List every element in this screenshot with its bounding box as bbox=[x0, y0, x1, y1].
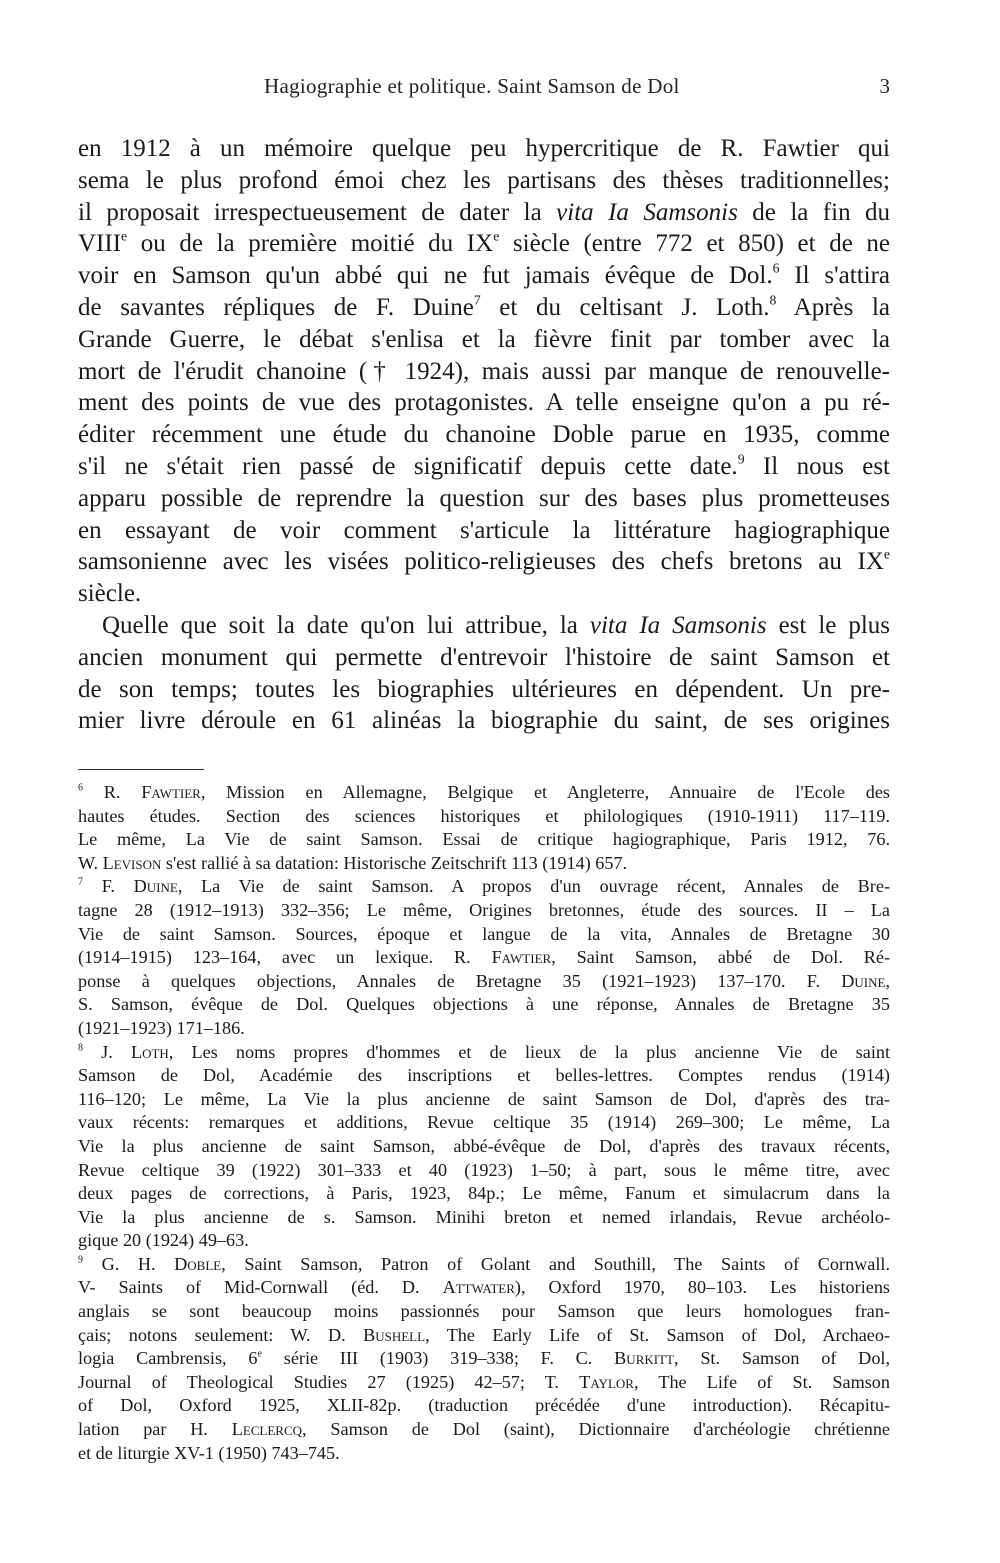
text-line: samsonienne avec les visées politico-religieuses des chefs bretons au IXe bbox=[78, 547, 890, 576]
footnote-line: $^7$ F. Duine, La Vie de saint Samson. A propos d'un ouvrage récent, Annales de Bre- bbox=[78, 876, 890, 897]
footnote-line: W. Levison s'est rallié à sa datation: Historische Zeitschrift 113 (1914) 657. bbox=[78, 852, 628, 873]
text-line: mort de l'érudit chanoine († 1924), mais aussi par manque de renouvelle- bbox=[78, 357, 890, 385]
footnote-line: $^9$ G. H. Doble, Saint Samson, Patron of Golant and Southill, The Saints of Cornwall. bbox=[78, 1253, 891, 1274]
footnote-line: Vie la plus ancienne de s. Samson. Minihi breton et nemed irlandais, Revue archéolo- bbox=[78, 1206, 890, 1227]
text-line: apparu possible de reprendre la question sur des bases plus prometteuses bbox=[78, 484, 890, 512]
footnote-line: lation par H. Leclercq, Samson de Dol (saint), Dictionnaire d'archéologie chrétienne bbox=[78, 1419, 890, 1440]
footnote-line: Revue celtique 39 (1922) 301–333 et 40 (1923) 1–50; à part, sous le même titre, avec bbox=[78, 1159, 890, 1180]
text-line: il proposait irrespectueusement de dater la vita Ia Samsonis de la fin du bbox=[78, 198, 891, 226]
main-text bbox=[78, 133, 890, 737]
text-line: en 1912 à un mémoire quelque peu hypercritique de R. Fawtier qui bbox=[78, 135, 890, 162]
text-line: de son temps; toutes les biographies ultérieures en dépendent. Un pre- bbox=[78, 675, 890, 703]
footnote-line: ponse à quelques objections, Annales de Bretagne 35 (1921–1923) 137–170. F. Duine, bbox=[78, 970, 891, 991]
footnote-number: 8 bbox=[78, 1042, 83, 1054]
footnote-line: gique 20 (1924) 49–63. bbox=[78, 1230, 249, 1251]
text-line: Quelle que soit la date qu'on lui attribue, la vita Ia Samsonis est le plus bbox=[102, 611, 891, 639]
footnote-line: tagne 28 (1912–1913) 332–356; Le même, Origines bretonnes, étude des sources. II – La bbox=[78, 899, 890, 920]
running-title: Hagiographie et politique. Saint Samson de Dol bbox=[264, 74, 680, 98]
footnote-line: $^6$ R. Fawtier, Mission en Allemagne, Belgique et Angleterre, Annuaire de l'Ecole des bbox=[78, 782, 891, 802]
footnote-line: vaux récents: remarques et additions, Revue celtique 35 (1914) 269–300; Le même, La bbox=[78, 1112, 890, 1133]
footnote-line: Samson de Dol, Académie des inscriptions et belles-lettres. Comptes rendus (1914) bbox=[78, 1065, 890, 1086]
footnote-separator bbox=[78, 769, 204, 770]
footnote-line: 116–120; Le même, La Vie la plus ancienne de saint Samson de Dol, d'après des tra- bbox=[78, 1088, 890, 1109]
text-line: VIIIe ou de la première moitié du IXe siècle (entre 772 et 850) et de ne bbox=[78, 229, 891, 258]
footnote-line: Vie la plus ancienne de saint Samson, abbé-évêque de Dol, d'après des travaux récents, bbox=[78, 1135, 890, 1156]
text-line: en essayant de voir comment s'articule la littérature hagiographique bbox=[78, 516, 890, 544]
footnote-ref: 7 bbox=[473, 292, 481, 308]
footnote-line: deux pages de corrections, à Paris, 1923, 84p.; Le même, Fanum et simulacrum dans la bbox=[78, 1183, 890, 1204]
footnote-line: of Dol, Oxford 1925, XLII-82p. (traduction précédée d'une introduction). Récapitu- bbox=[78, 1395, 890, 1416]
footnote-line: Vie de saint Samson. Sources, époque et langue de la vita, Annales de Bretagne 30 bbox=[78, 923, 890, 944]
footnote-line: $^8$ J. Loth, Les noms propres d'hommes et de lieux de la plus ancienne Vie de saint bbox=[78, 1041, 891, 1062]
footnote-ref: 8 bbox=[769, 292, 777, 308]
text-line: Grande Guerre, le débat s'enlisa et la fièvre finit par tomber avec la bbox=[78, 325, 890, 353]
text-line: de savantes répliques de F. Duine$^7$ et du celtisant J. Loth.$^8$ Après la bbox=[78, 292, 890, 321]
footnote-ref: 6 bbox=[772, 260, 780, 276]
footnote-line: çais; notons seulement: W. D. Bushell, The Early Life of St. Samson of Dol, Archaeo- bbox=[78, 1324, 891, 1345]
footnote-number: 9 bbox=[78, 1254, 83, 1266]
footnote-line: (1914–1915) 123–164, avec un lexique. R. Fawtier, Saint Samson, abbé de Dol. Ré- bbox=[78, 947, 890, 968]
text-line: sema le plus profond émoi chez les partisans des thèses traditionnelles; bbox=[78, 166, 890, 194]
footnote-line: hautes études. Section des sciences historiques et philologiques (1910-1911) 117–119. bbox=[78, 805, 890, 826]
footnote-number: 7 bbox=[78, 876, 83, 888]
footnote-line: anglais se sont beaucoup moins passionnés pour Samson que leurs homologues fran- bbox=[78, 1301, 890, 1322]
text-line: éditer récemment une étude du chanoine Doble parue en 1935, comme bbox=[78, 421, 890, 449]
text-line: ment des points de vue des protagonistes. A telle enseigne qu'on a pu ré- bbox=[78, 389, 890, 417]
footnote-line: logia Cambrensis, 6e série III (1903) 319–338; F. C. Burkitt, St. Samson of Dol, bbox=[78, 1348, 891, 1369]
text-line: s'il ne s'était rien passé de significatif depuis cette date.$^9$ Il nous est bbox=[78, 451, 890, 480]
footnote-line: (1921–1923) 171–186. bbox=[78, 1017, 245, 1038]
footnote-ref: 9 bbox=[737, 451, 745, 467]
text-line: mier livre déroule en 61 alinéas la biographie du saint, de ses origines bbox=[78, 707, 890, 735]
text-line: voir en Samson qu'un abbé qui ne fut jamais évêque de Dol.$^6$ Il s'attira bbox=[78, 260, 891, 290]
footnote-line: Journal of Theological Studies 27 (1925) 42–57; T. Taylor, The Life of St. Samson bbox=[78, 1371, 890, 1392]
footnote-line: V- Saints of Mid-Cornwall (éd. D. Attwater), Oxford 1970, 80–103. Les historiens bbox=[78, 1277, 890, 1298]
footnote-number: 6 bbox=[78, 782, 83, 794]
running-head bbox=[78, 74, 890, 104]
footnote-line: S. Samson, évêque de Dol. Quelques objections à une réponse, Annales de Bretagne 35 bbox=[78, 994, 890, 1015]
footnote-line: Le même, La Vie de saint Samson. Essai de critique hagiographique, Paris 1912, 76. bbox=[78, 829, 890, 850]
footnote-line: et de liturgie XV-1 (1950) 743–745. bbox=[78, 1442, 340, 1463]
footnotes bbox=[78, 781, 890, 1465]
page-number: 3 bbox=[879, 74, 890, 98]
text-line: ancien monument qui permette d'entrevoir l'histoire de saint Samson et bbox=[78, 643, 890, 671]
text-line: siècle. bbox=[78, 580, 142, 608]
